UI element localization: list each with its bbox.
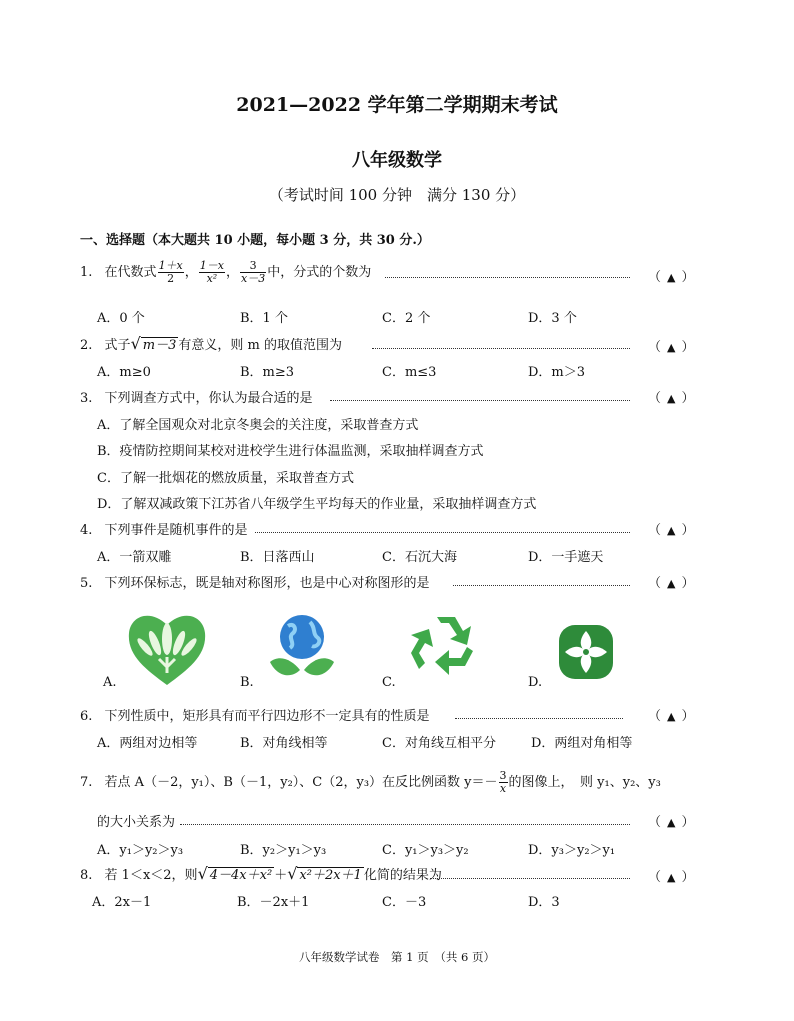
four-leaf-icon[interactable]	[555, 621, 617, 683]
fraction: $\frac{3}{x}$	[499, 769, 507, 795]
answer-slot-8[interactable]: （ ▲ ）	[648, 870, 695, 885]
option-c[interactable]: C．2 个	[382, 311, 431, 326]
question-1: 1. 在代数式 $\frac{1+x}{2}$ ， $\frac{1-x}{\text{x²}}$ ， $\frac{3}{x-3}$ 中，分式的个数为	[80, 259, 372, 285]
radical-expression: m－3	[142, 338, 177, 353]
section-heading: 一、选择题（本大题共 10 小题，每小题 3 分，共 30 分.）	[80, 233, 430, 248]
option-b[interactable]: B．日落西山	[240, 550, 315, 565]
question-text: 下列事件是随机事件的是	[104, 523, 248, 538]
subject-title: 八年级数学	[352, 150, 442, 171]
option-d[interactable]: D．了解双减政策下江苏省八年级学生平均每天的作业量，采取抽样调查方式	[97, 497, 537, 512]
leader-dots	[372, 348, 630, 349]
option-a[interactable]: A．两组对边相等	[97, 736, 198, 751]
option-d[interactable]: D．两组对角相等	[531, 736, 633, 751]
option-d[interactable]: D．3 个	[528, 311, 577, 326]
option-c[interactable]: C．石沉大海	[382, 550, 457, 565]
question-7-line2: 的大小关系为	[97, 815, 176, 830]
question-text: 下列环保标志，既是轴对称图形，也是中心对称图形的是	[104, 576, 430, 591]
option-c[interactable]: C．y₁＞y₃＞y₂	[382, 843, 469, 858]
question-2: 2. 式子√ m－3 有意义，则 m 的取值范围为	[80, 334, 342, 353]
leader-dots	[430, 878, 630, 879]
question-6	[80, 705, 430, 724]
question-number: 2.	[80, 338, 93, 353]
page-footer: 八年级数学试卷 第 1 页 （共 6 页）	[298, 950, 495, 964]
leader-dots	[455, 718, 623, 719]
option-b[interactable]: B．m≥3	[240, 365, 295, 380]
globe-hands-icon[interactable]	[266, 610, 338, 682]
option-c[interactable]: C.	[382, 675, 396, 690]
option-d[interactable]: D．y₃＞y₂＞y₁	[528, 843, 616, 858]
question-text-tail: 的图像上， 则 y₁、y₂、y₃	[508, 775, 661, 790]
question-text: 下列调查方式中，你认为最合适的是	[104, 391, 313, 406]
leader-dots	[385, 277, 630, 278]
question-text: 若 1＜x＜2，则	[104, 868, 198, 883]
heart-leaves-icon[interactable]	[125, 607, 209, 687]
question-8: 8. 若 1＜x＜2，则√ 4－4x＋x² ＋√ x²＋2x＋1 化简的结果为	[80, 864, 442, 883]
question-text: 式子	[104, 338, 131, 353]
recycle-icon[interactable]	[407, 611, 485, 683]
leader-dots	[255, 532, 630, 533]
option-d[interactable]: D.	[528, 675, 543, 690]
question-number: 3.	[80, 391, 93, 406]
question-number: 4.	[80, 523, 93, 538]
question-5	[80, 572, 430, 591]
option-c[interactable]: C．m≤3	[382, 365, 437, 380]
answer-slot-2[interactable]: （ ▲ ）	[648, 340, 695, 355]
option-c[interactable]: C．了解一批烟花的燃放质量，采取普查方式	[97, 471, 354, 486]
option-d[interactable]: D．一手遮天	[528, 550, 604, 565]
option-b[interactable]: B．y₂＞y₁＞y₃	[240, 843, 327, 858]
question-number: 8.	[80, 868, 93, 883]
question-text: 若点 A（－2，y₁）、B（－1，y₂）、C（2，y₃）在反比例函数 y＝－	[104, 775, 498, 790]
option-b[interactable]: B．疫情防控期间某校对进校学生进行体温监测，采取抽样调查方式	[97, 444, 484, 459]
answer-slot-6[interactable]: （ ▲ ）	[648, 709, 695, 724]
question-text-tail: 有意义，则 m 的取值范围为	[178, 338, 342, 353]
option-a[interactable]: A．m≥0	[97, 365, 151, 380]
leader-dots	[453, 585, 630, 586]
leader-dots	[180, 824, 630, 825]
question-text: 在代数式	[104, 265, 157, 280]
option-a[interactable]: A．0 个	[97, 311, 145, 326]
option-a[interactable]: A．y₁＞y₂＞y₃	[97, 843, 184, 858]
option-b[interactable]: B．－2x＋1	[237, 895, 310, 910]
option-b[interactable]: B．对角线相等	[240, 736, 328, 751]
fraction-1: $\frac{1+x}{2}$	[158, 259, 183, 285]
answer-slot-4[interactable]: （ ▲ ）	[648, 523, 695, 538]
fraction-3: $\frac{3}{x-3}$	[241, 259, 266, 285]
exam-title: 2021—2022 学年第二学期期末考试	[236, 94, 558, 116]
answer-slot-3[interactable]: （ ▲ ）	[648, 391, 695, 406]
option-a[interactable]: A．了解全国观众对北京冬奥会的关注度，采取普查方式	[97, 418, 419, 433]
question-3	[80, 387, 313, 406]
radical-expression-1: 4－4x＋x²	[209, 868, 273, 883]
option-d[interactable]: D．m＞3	[528, 365, 586, 380]
question-text-tail: 中，分式的个数为	[267, 265, 372, 280]
answer-slot-5[interactable]: （ ▲ ）	[648, 576, 695, 591]
answer-slot-7[interactable]: （ ▲ ）	[648, 815, 695, 830]
exam-info: （考试时间 100 分钟 满分 130 分）	[268, 186, 526, 204]
question-number: 7.	[80, 775, 93, 790]
question-text: 下列性质中，矩形具有而平行四边形不一定具有的性质是	[104, 709, 430, 724]
option-a[interactable]: A．一箭双雕	[97, 550, 172, 565]
option-d[interactable]: D．3	[528, 895, 560, 910]
option-b[interactable]: B.	[240, 675, 254, 690]
option-c[interactable]: C．对角线互相平分	[382, 736, 496, 751]
question-number: 1.	[80, 265, 93, 280]
question-number: 5.	[80, 576, 93, 591]
option-a[interactable]: A．2x－1	[92, 895, 152, 910]
answer-slot-1[interactable]: （ ▲ ）	[648, 270, 695, 285]
option-a[interactable]: A.	[103, 675, 117, 690]
radical-expression-2: x²＋2x＋1	[299, 868, 362, 883]
fraction-2: $\frac{1-x}{\text{x²}}$	[199, 259, 224, 285]
question-7	[80, 770, 661, 795]
question-text-tail: 化简的结果为	[363, 868, 442, 883]
leader-dots	[330, 400, 630, 401]
question-4	[80, 519, 248, 538]
option-b[interactable]: B．1 个	[240, 311, 288, 326]
option-c[interactable]: C．－3	[382, 895, 427, 910]
question-number: 6.	[80, 709, 93, 724]
